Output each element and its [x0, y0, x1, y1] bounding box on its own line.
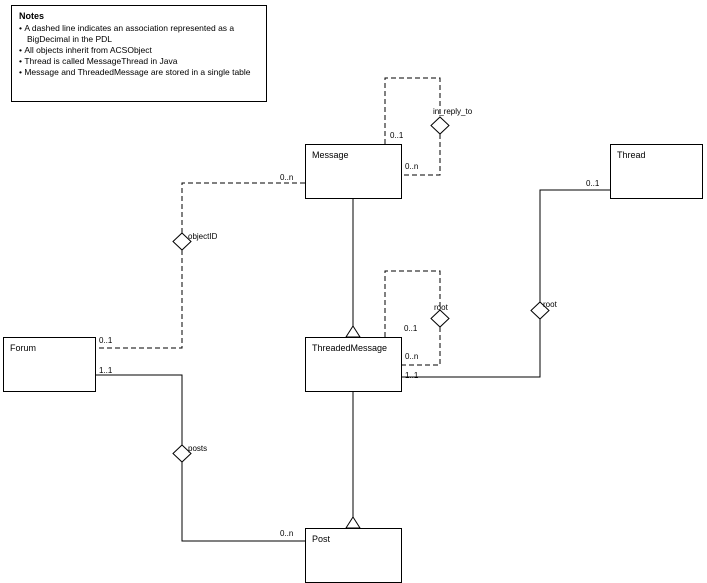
edge-label-root: root [434, 303, 448, 312]
class-box-message[interactable] [305, 144, 402, 199]
notes-title: Notes [19, 11, 45, 21]
class-name: ThreadedMessage [312, 343, 388, 353]
edge-label-in-reply-to: in_reply_to [433, 107, 473, 116]
multiplicity-label: 0..n [280, 529, 294, 538]
class-name: Message [312, 150, 349, 160]
multiplicity-label: 0..1 [586, 179, 600, 188]
class-box-thread[interactable] [610, 144, 703, 199]
class-box-post[interactable] [305, 528, 402, 583]
multiplicity-label: 0..1 [404, 324, 418, 333]
multiplicity-label: 0..1 [99, 336, 113, 345]
multiplicity-label: 0..n [405, 162, 419, 171]
note-item: • Message and ThreadedMessage are stored in a single table [19, 67, 260, 78]
class-box-forum[interactable] [3, 337, 96, 392]
class-name: Thread [617, 150, 646, 160]
edge-label-posts: posts [188, 444, 208, 453]
edge-label-objectid: objectID [188, 232, 218, 241]
notes-list [19, 23, 260, 78]
edge-label-root: root [543, 300, 557, 309]
class-name: Forum [10, 343, 37, 353]
notes-box [11, 5, 267, 102]
multiplicity-label: 1..1 [99, 366, 113, 375]
note-item: • Thread is called MessageThread in Java [19, 56, 260, 67]
note-item: • A dashed line indicates an association represented as a BigDecimal in the PDL [19, 23, 260, 45]
class-box-threadedmessage[interactable] [305, 337, 402, 392]
multiplicity-label: 1..1 [405, 371, 419, 380]
multiplicity-label: 0..n [280, 173, 294, 182]
multiplicity-label: 0..1 [390, 131, 404, 140]
note-item: • All objects inherit from ACSObject [19, 45, 260, 56]
multiplicity-label: 0..n [405, 352, 419, 361]
class-name: Post [312, 534, 331, 544]
